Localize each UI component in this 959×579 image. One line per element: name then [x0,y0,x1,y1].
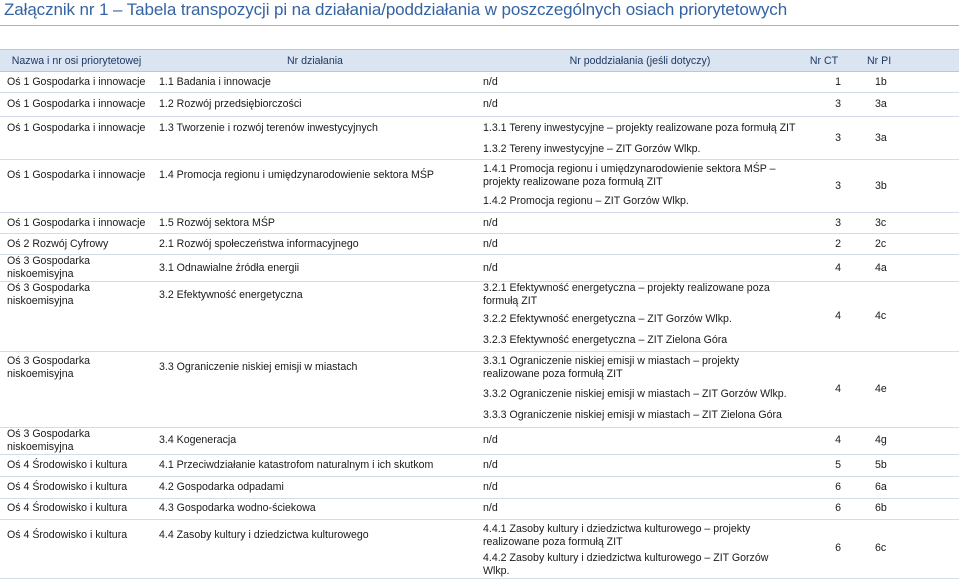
table-row [0,427,959,454]
subaction-cell: n/d [477,454,803,476]
pi-cell: 4c [845,282,959,352]
table-row [0,476,959,498]
axis-cell: Oś 4 Środowisko i kultura [0,454,153,476]
pi-cell: 5b [845,454,959,476]
ct-cell: 5 [803,454,845,476]
axis-cell: Oś 3 Gospodarka niskoemisyjna [7,282,91,307]
ct-cell: 4 [803,282,845,352]
table-row [0,519,959,552]
subaction-cell: n/d [477,476,803,498]
table-row [0,351,959,384]
ct-cell: 1 [803,72,845,93]
subaction-cell: 1.4.2 Promocja regionu – ZIT Gorzów Wlkp. [477,192,803,213]
action-cell: 4.4 Zasoby kultury i dziedzictwa kulturowego [159,529,369,542]
axis-cell-empty [0,308,153,330]
pi-cell: 6a [845,476,959,498]
subaction-cell: n/d [477,213,803,234]
table-row [0,160,959,192]
ct-cell: 6 [803,476,845,498]
axis-cell: Oś 4 Środowisko i kultura [0,498,153,519]
axis-cell-empty [0,330,153,351]
table-row [0,213,959,234]
table-row [0,72,959,93]
axis-cell: Oś 1 Gospodarka i innowacje [7,121,146,134]
subaction-cell: 4.4.2 Zasoby kultury i dziedzictwa kulturowego – ZIT Gorzów Wlkp. [477,552,803,579]
pi-cell: 3a [845,117,959,160]
subaction-cell: n/d [477,234,803,255]
ct-cell: 3 [803,117,845,160]
axis-cell: Oś 1 Gospodarka i innowacje [0,72,153,93]
page-title: Załącznik nr 1 – Tabela transpozycji pi na działania/poddziałania w poszczególnych osiach priorytetowych [4,0,788,19]
action-cell: 1.3 Tworzenie i rozwój terenów inwestycyjnych [159,121,378,134]
ct-cell: 3 [803,213,845,234]
action-cell-empty [153,330,477,351]
ct-cell: 6 [803,498,845,519]
subaction-cell: n/d [477,72,803,93]
header-action: Nr działania [153,50,477,72]
subaction-cell: 1.4.1 Promocja regionu i umiędzynarodowienie sektora MŚP – projekty realizowane poza formułą ZIT [483,162,776,188]
table-row [0,117,959,140]
header-ct: Nr CT [803,50,845,72]
subaction-cell: 4.4.1 Zasoby kultury i dziedzictwa kulturowego – projekty realizowane poza formułą ZIT [483,522,751,548]
subaction-cell: n/d [477,93,803,117]
action-cell: 4.3 Gospodarka wodno-ściekowa [153,498,477,519]
subaction-cell: 1.3.2 Tereny inwestycyjne – ZIT Gorzów Wlkp. [477,140,803,160]
action-cell: 4.2 Gospodarka odpadami [153,476,477,498]
subaction-cell: n/d [477,427,803,454]
action-cell-empty [153,140,477,160]
axis-cell: Oś 1 Gospodarka i innowacje [7,169,146,182]
axis-cell-empty [0,405,153,427]
pi-cell: 2c [845,234,959,255]
ct-cell: 2 [803,234,845,255]
pi-cell: 3c [845,213,959,234]
subaction-cell: 3.3.2 Ograniczenie niskiej emisji w miastach – ZIT Gorzów Wlkp. [483,388,787,400]
table-body [0,72,959,579]
subaction-cell: 3.2.2 Efektywność energetyczna – ZIT Gorzów Wlkp. [483,312,732,325]
subaction-cell: 3.3.1 Ograniczenie niskiej emisji w miastach – projekty realizowane poza formułą ZIT [483,354,740,380]
transposition-table [0,49,959,579]
action-cell: 1.2 Rozwój przedsiębiorczości [153,93,477,117]
action-cell: 4.1 Przeciwdziałanie katastrofom naturalnym i ich skutkom [153,454,477,476]
pi-cell: 6c [845,519,959,579]
pi-cell: 3a [845,93,959,117]
table-row [0,498,959,519]
axis-cell: Oś 3 Gospodarka niskoemisyjna [7,354,91,380]
ct-cell: 6 [803,519,845,579]
subaction-cell: 1.3.1 Tereny inwestycyjne – projekty realizowane poza formułą ZIT [483,121,796,134]
axis-cell-empty [0,552,153,579]
action-cell: 1.4 Promocja regionu i umiędzynarodowienie sektora MŚP [159,169,434,182]
ct-cell: 3 [803,93,845,117]
action-cell-empty [153,192,477,213]
pi-cell: 4e [845,351,959,427]
action-cell: 3.1 Odnawialne źródła energii [153,255,477,282]
title-divider [0,25,959,26]
subaction-cell: 3.3.3 Ograniczenie niskiej emisji w miastach – ZIT Zielona Góra [477,405,803,427]
header-axis: Nazwa i nr osi priorytetowej [0,50,153,72]
pi-cell: 1b [845,72,959,93]
table-row [0,255,959,282]
ct-cell: 4 [803,351,845,427]
axis-cell: Oś 2 Rozwój Cyfrowy [0,234,153,255]
table-row [0,454,959,476]
axis-cell-empty [0,140,153,160]
axis-cell: Oś 1 Gospodarka i innowacje [0,213,153,234]
action-cell: 1.5 Rozwój sektora MŚP [153,213,477,234]
header-pi: Nr PI [845,50,959,72]
axis-cell-empty [0,192,153,213]
pi-cell: 4a [845,255,959,282]
action-cell: 3.4 Kogeneracja [153,427,477,454]
ct-cell: 4 [803,427,845,454]
header-subaction: Nr poddziałania (jeśli dotyczy) [477,50,803,72]
action-cell-empty [153,552,477,579]
axis-cell: Oś 3 Gospodarka niskoemisyjna [0,255,153,282]
action-cell: 3.3 Ograniczenie niskiej emisji w miastach [159,361,358,374]
ct-cell: 4 [803,255,845,282]
axis-cell: Oś 4 Środowisko i kultura [0,476,153,498]
action-cell-empty [153,405,477,427]
action-cell-empty [153,384,477,405]
pi-cell: 6b [845,498,959,519]
pi-cell: 4g [845,427,959,454]
table-row [0,93,959,117]
subaction-cell: n/d [477,255,803,282]
action-cell: 3.2 Efektywność energetyczna [159,288,303,301]
header-row [0,50,959,72]
subaction-cell: 3.2.3 Efektywność energetyczna – ZIT Zielona Góra [477,330,803,351]
axis-cell-empty [0,384,153,405]
axis-cell: Oś 1 Gospodarka i innowacje [0,93,153,117]
table-row [0,234,959,255]
action-cell: 1.1 Badania i innowacje [153,72,477,93]
axis-cell: Oś 4 Środowisko i kultura [7,529,128,542]
subaction-cell: 3.2.1 Efektywność energetyczna – projekty realizowane poza formułą ZIT [483,282,770,307]
pi-cell: 3b [845,160,959,213]
table-row [0,282,959,309]
action-cell: 2.1 Rozwój społeczeństwa informacyjnego [153,234,477,255]
action-cell-empty [153,308,477,330]
axis-cell: Oś 3 Gospodarka niskoemisyjna [0,427,153,454]
ct-cell: 3 [803,160,845,213]
subaction-cell: n/d [477,498,803,519]
